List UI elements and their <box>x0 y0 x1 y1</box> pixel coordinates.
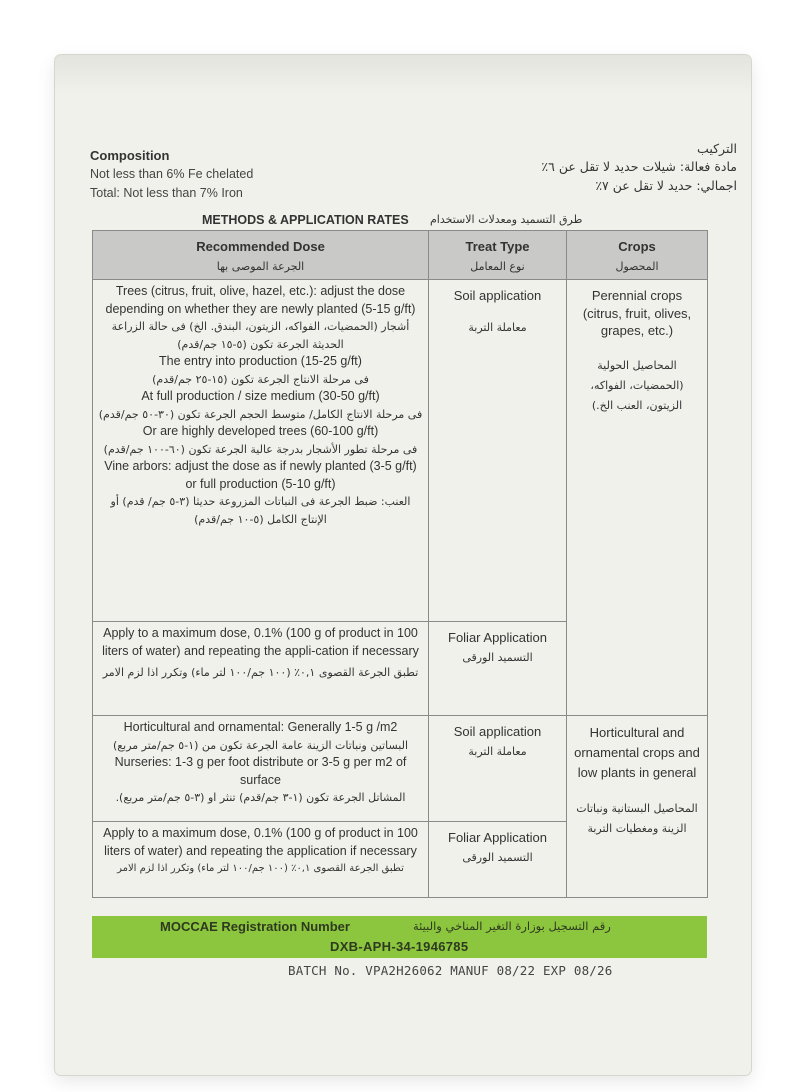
treat-type-cell <box>429 622 567 716</box>
dose-line-en: At full production / size medium (30-50 g/ft) <box>141 389 380 403</box>
dose-cell <box>93 622 429 716</box>
dose-line-ar: تطبق الجرعة القصوى ٠,١٪ (١٠٠ جم/١٠٠ لتر ماء) وتكرر اذا لزم الامر <box>102 666 419 679</box>
composition-line-2: Total: Not less than 7% Iron <box>90 186 243 200</box>
dose-line-en: Trees (citrus, fruit, olive, hazel, etc.): adjust the dose depending on whether they are newly planted (5-15 g/ft) <box>105 284 416 316</box>
registration-number: DXB-APH-34-1946785 <box>330 939 469 954</box>
dose-line-ar: فى مرحلة تطور الأشجار بدرجة عالية الجرعة تكون (٦٠-١٠٠ جم/قدم) <box>103 442 418 456</box>
dose-cell <box>93 716 429 822</box>
registration-label-ar: رقم التسجيل بوزارة التغير المناخي والبيئة <box>413 919 611 933</box>
composition-line-1-ar: مادة فعالة: شيلات حديد لا تقل عن ٦٪ <box>541 159 737 174</box>
dose-line-ar: فى مرحلة الانتاج الكامل/ متوسط الحجم الجرعة تكون (٣٠-٥٠ جم/قدم) <box>98 407 423 421</box>
crops-en: Horticultural and ornamental crops and low plants in general <box>574 725 700 780</box>
treat-type-en: Foliar Application <box>448 630 547 645</box>
treat-type-ar: معاملة التربة <box>468 744 527 758</box>
crops-cell <box>567 716 708 898</box>
batch-stamp: BATCH No. VPA2H26062 MANUF 08/22 EXP 08/26 <box>288 963 613 978</box>
dose-line-ar: العنب: ضبط الجرعة فى النباتات المزروعة حديثا (٣-٥ جم/ قدم) أو الإنتاج الكامل (٥-١٠ جم/قدم) <box>110 495 411 526</box>
composition-line-2-ar: اجمالي: حديد لا تقل عن ٧٪ <box>595 178 737 193</box>
application-rates-table <box>92 230 708 898</box>
header-treat-en: Treat Type <box>465 239 530 254</box>
crops-ar: المحاصيل البستانية ونباتات الزينة ومغطيات التربة <box>576 802 698 835</box>
treat-type-cell <box>429 822 567 898</box>
header-crops-ar: المحصول <box>615 260 659 273</box>
methods-title-ar: طرق التسميد ومعدلات الاستخدام <box>430 213 583 226</box>
treat-type-cell <box>429 280 567 622</box>
box-top-fold <box>55 55 751 95</box>
treat-type-content <box>429 622 566 669</box>
header-treat-type <box>429 231 567 280</box>
dose-cell <box>93 280 429 622</box>
treat-type-ar: التسميد الورقى <box>462 650 533 664</box>
header-recommended-dose <box>93 231 429 280</box>
composition-title-ar: التركيب <box>697 141 737 156</box>
dose-line-en: Or are highly developed trees (60-100 g/ft) <box>142 424 379 438</box>
header-dose-ar: الجرعة الموصى بها <box>216 260 305 273</box>
table-row <box>93 280 708 622</box>
header-treat-ar: نوع المعامل <box>470 260 525 273</box>
methods-title: METHODS & APPLICATION RATES <box>202 213 409 227</box>
treat-type-en: Soil application <box>453 724 542 739</box>
treat-type-ar: معاملة التربة <box>468 320 527 334</box>
dose-cell-content <box>93 280 428 531</box>
treat-type-cell <box>429 716 567 822</box>
dose-line-ar: المشاتل الجرعة تكون (١-٣ جم/قدم) تنثر او (٣-٥ جم/متر مربع). <box>115 791 406 804</box>
crops-content <box>567 716 707 842</box>
crops-en: Perennial crops (citrus, fruit, olives, grapes, etc.) <box>582 288 692 338</box>
dose-line-ar: البساتين ونباتات الزينة عامة الجرعة تكون من (١-٥ جم/متر مربع) <box>113 738 408 752</box>
crops-ar: المحاصيل الحولية (الحمضيات، الفواكه، الزيتون، العنب الخ.) <box>590 358 684 412</box>
header-dose-en: Recommended Dose <box>196 239 325 254</box>
table-row <box>93 716 708 822</box>
crops-cell <box>567 280 708 716</box>
dose-cell-content <box>93 822 428 881</box>
dose-cell <box>93 822 429 898</box>
treat-type-ar: التسميد الورقى <box>462 850 533 864</box>
dose-cell-content <box>93 622 428 685</box>
header-crops-en: Crops <box>618 239 656 254</box>
dose-line-ar: تطبق الجرعة القصوى ٠,١٪ (١٠٠ جم/١٠٠ لتر ماء) وتكرر اذا لزم الامر <box>117 863 404 874</box>
treat-type-en: Foliar Application <box>448 830 547 845</box>
treat-type-content <box>429 822 566 869</box>
header-crops <box>567 231 708 280</box>
composition-line-1: Not less than 6% Fe chelated <box>90 167 254 181</box>
dose-line-en: Horticultural and ornamental: Generally 1-5 g /m2 <box>123 720 398 734</box>
treat-type-en: Soil application <box>453 288 542 303</box>
registration-label: MOCCAE Registration Number <box>160 919 350 934</box>
treat-type-content <box>429 716 566 763</box>
dose-line-ar: أشجار (الحمضيات، الفواكه، الزيتون، البندق. الخ) فى حالة الزراعة الحديثة الجرعة تكون (٥-١٥ جم/قدم) <box>111 320 410 351</box>
treat-type-content <box>429 280 566 339</box>
dose-line-en: The entry into production (15-25 g/ft) <box>159 354 362 368</box>
dose-line-ar: فى مرحلة الانتاج الجرعة تكون (١٥-٢٥ جم/قدم) <box>152 372 369 386</box>
dose-line-en: Vine arbors: adjust the dose as if newly planted (3-5 g/ft) or full production (5-10 g/ft) <box>104 459 417 491</box>
composition-title: Composition <box>90 148 170 163</box>
dose-line-en: Nurseries: 1-3 g per foot distribute or 3-5 g per m2 of surface <box>114 755 407 787</box>
dose-cell-content <box>93 716 428 810</box>
dose-line-en: Apply to a maximum dose, 0.1% (100 g of product in 100 liters of water) and repeating the appli-cation if necessary <box>102 626 419 658</box>
table-header-row <box>93 231 708 280</box>
dose-line-en: Apply to a maximum dose, 0.1% (100 g of product in 100 liters of water) and repeating the application if necessary <box>103 826 418 858</box>
crops-content <box>567 280 707 419</box>
